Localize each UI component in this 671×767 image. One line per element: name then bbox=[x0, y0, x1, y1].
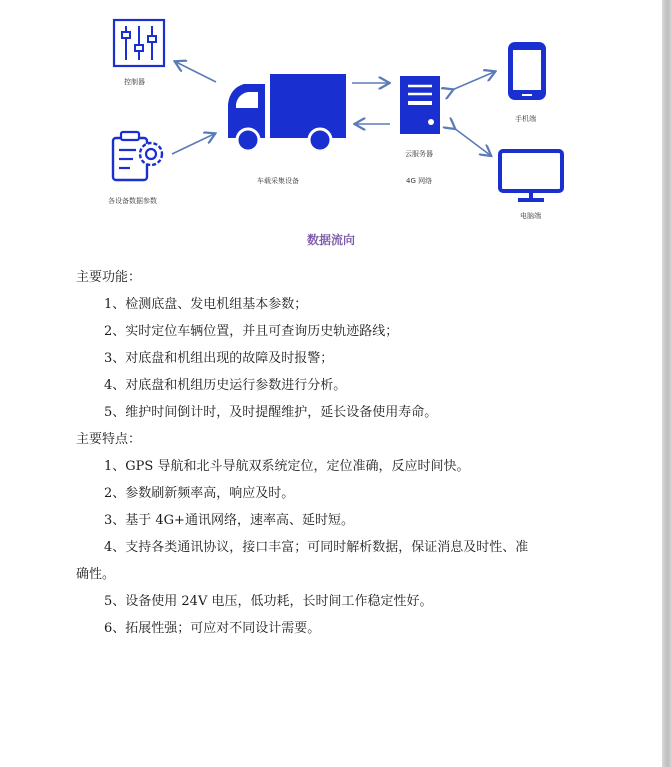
server-label: 云服务器 bbox=[405, 150, 433, 158]
feature-item-continuation: 确性。 bbox=[76, 567, 116, 582]
pc-label: 电脑端 bbox=[520, 212, 541, 220]
truck-icon bbox=[228, 74, 346, 151]
page-edge-shadow bbox=[662, 0, 671, 767]
function-item: 2、实时定位车辆位置，并且可查询历史轨迹路线； bbox=[104, 324, 399, 339]
vehicle-label: 车载采集设备 bbox=[257, 177, 299, 185]
function-item: 4、对底盘和机组历史运行参数进行分析。 bbox=[104, 378, 347, 393]
pc-icon bbox=[500, 151, 562, 200]
controller-label: 控制器 bbox=[124, 78, 145, 86]
feature-item: 5、设备使用 24V 电压，低功耗，长时间工作稳定性好。 bbox=[104, 594, 433, 609]
phone-label: 手机端 bbox=[515, 115, 536, 123]
feature-item: 4、支持各类通讯协议，接口丰富；可同时解析数据，保证消息及时性、准 bbox=[104, 540, 529, 555]
body-text bbox=[76, 264, 636, 642]
data-flow-diagram bbox=[0, 0, 662, 260]
arrow-truck-to-controller bbox=[176, 62, 216, 82]
feature-item: 3、基于 4G+通讯网络，速率高、延时短。 bbox=[104, 513, 354, 528]
feature-item: 1、GPS 导航和北斗导航双系统定位，定位准确，反应时间快。 bbox=[104, 459, 470, 474]
diagram-caption: 数据流向 bbox=[306, 233, 355, 247]
controller-icon bbox=[114, 20, 164, 66]
function-item: 3、对底盘和机组出现的故障及时报警； bbox=[104, 351, 334, 366]
function-item: 5、维护时间倒计时，及时提醒维护，延长设备使用寿命。 bbox=[104, 405, 438, 420]
function-item: 1、检测底盘、发电机组基本参数； bbox=[104, 297, 308, 312]
arrow-server-phone bbox=[452, 72, 494, 90]
params-label: 各设备数据参数 bbox=[108, 197, 157, 205]
arrow-server-pc bbox=[454, 128, 490, 155]
network-label: 4G 网络 bbox=[406, 177, 433, 185]
feature-item: 2、参数刷新频率高，响应及时。 bbox=[104, 486, 295, 501]
phone-icon bbox=[508, 42, 546, 100]
features-heading: 主要特点： bbox=[76, 432, 142, 447]
server-icon bbox=[400, 76, 440, 134]
params-icon bbox=[113, 132, 162, 180]
feature-item: 6、拓展性强；可应对不同设计需要。 bbox=[104, 621, 321, 636]
functions-heading: 主要功能： bbox=[76, 270, 142, 285]
arrow-params-to-truck bbox=[172, 134, 214, 154]
